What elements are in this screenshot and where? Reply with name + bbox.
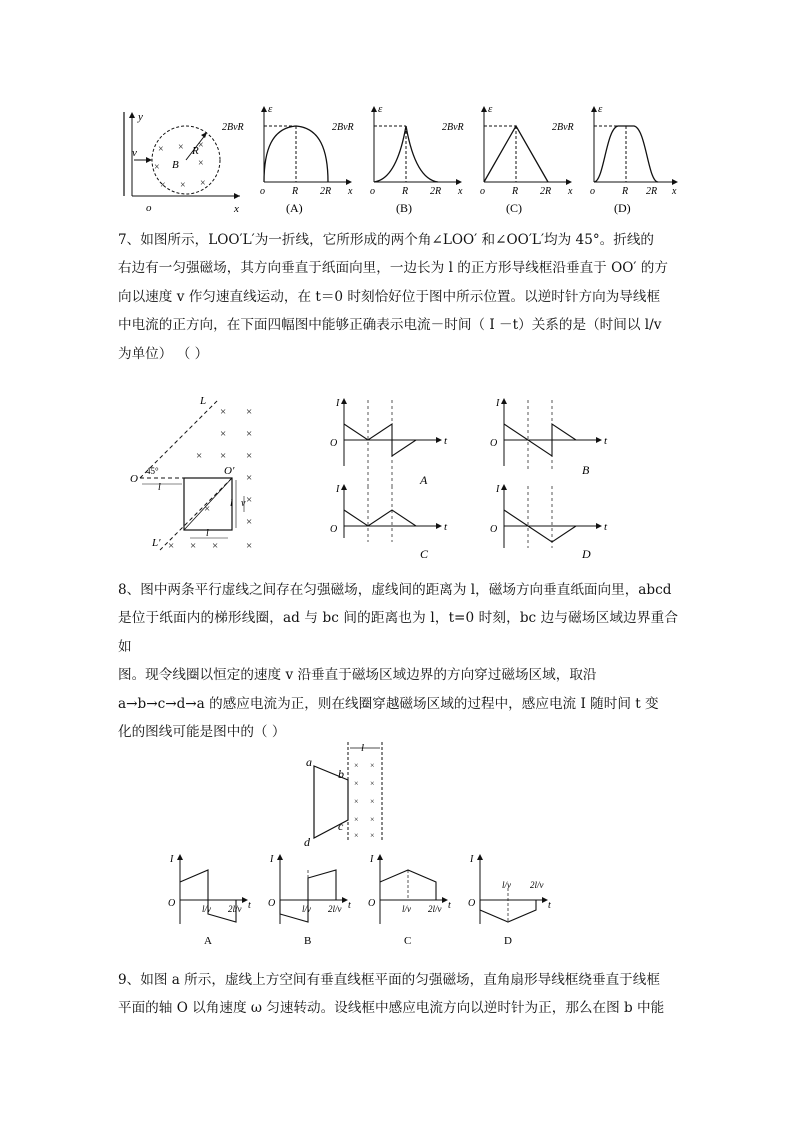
svg-text:t: t [444,435,448,447]
svg-text:45°: 45° [146,466,159,476]
svg-text:2BvR: 2BvR [332,122,354,133]
svg-text:I: I [470,854,474,865]
svg-text:×: × [220,450,227,462]
svg-text:R: R [622,186,629,197]
q7-line-1: 7、如图所示，LOO′L′为一折线，它所形成的两个角∠LOO′ 和∠OO′L′均为 45°。折线的 [118,232,655,248]
svg-text:2R: 2R [540,186,552,197]
svg-text:ε: ε [378,103,383,115]
svg-text:C: C [404,935,412,947]
q7-option-a [330,398,448,487]
svg-text:t: t [348,900,351,911]
q6-option-d-letter: (D) [614,201,631,215]
svg-text:ε: ε [268,103,273,115]
svg-text:2l/v: 2l/v [530,880,544,890]
svg-text:×: × [168,540,175,552]
q7-line-5: 为单位） （ ） [118,345,209,362]
svg-text:l/v: l/v [502,880,511,890]
svg-text:×: × [354,797,359,806]
q9-text [118,966,678,1023]
svg-text:l/v: l/v [402,904,411,914]
svg-text:O′: O′ [224,465,235,477]
q7-line-4: 中电流的正方向，在下面四幅图中能够正确表示电流－时间（ I －t）关系的是（时间以 l/v [118,317,662,334]
svg-text:x: x [568,186,573,197]
svg-text:×: × [246,428,253,440]
svg-text:×: × [370,761,375,770]
svg-text:×: × [204,503,211,515]
svg-text:l/v: l/v [202,904,211,914]
q7-option-c [330,484,448,561]
svg-text:R: R [292,186,299,197]
svg-text:×: × [354,761,359,770]
svg-text:c: c [338,819,344,833]
svg-text:×: × [220,406,227,418]
q6-option-c [442,103,573,215]
q6-option-c-letter: (C) [506,201,522,215]
q6-option-a-letter: (A) [286,201,303,215]
svg-text:×: × [354,779,359,788]
q8-setup-figure [300,738,400,848]
q6-option-b [332,103,463,215]
svg-text:l: l [206,528,209,539]
q8-text [118,576,678,746]
svg-text:I: I [270,854,274,865]
svg-text:×: × [190,540,197,552]
svg-text:R: R [402,186,409,197]
q8-line-3: 图。现令线圈以恒定的速度 v 沿垂直于磁场区域边界的方向穿过磁场区域，取沿 [118,667,597,684]
svg-text:×: × [198,158,204,169]
svg-text:x: x [458,186,463,197]
svg-text:B: B [582,463,590,477]
q7-option-b [490,398,608,477]
svg-text:O: O [268,898,276,909]
svg-text:O: O [330,524,338,535]
svg-text:I: I [370,854,374,865]
q6-figure-row [110,100,690,220]
svg-text:L′: L′ [152,537,161,549]
q6-R-label: R [192,145,199,157]
q8-line-2: 是位于纸面内的梯形线圈，ad 与 bc 间的距离也为 l，t=0 时刻，bc 边与磁场区域边界重合如 [118,610,678,655]
svg-text:t: t [604,435,608,447]
svg-text:×: × [178,142,184,153]
q6-option-b-letter: (B) [396,201,412,215]
svg-text:ε: ε [488,103,493,115]
svg-text:O: O [130,473,138,485]
svg-text:A: A [420,473,428,487]
q7-option-d [490,484,608,561]
svg-text:t: t [448,900,451,911]
q8-line-4: a→b→c→d→a 的感应电流为正，则在线圈穿越磁场区域的过程中，感应电流 I 随时间 t 变 [118,695,659,712]
svg-text:x: x [672,186,677,197]
svg-text:v: v [241,498,246,509]
svg-text:O: O [330,438,338,449]
svg-text:2R: 2R [646,186,658,197]
q8-line-5: 化的图线可能是图中的（ ） [118,724,286,741]
svg-text:O: O [168,898,176,909]
svg-text:×: × [370,831,375,840]
q9-line-2: 平面的轴 O 以角速度 ω 匀速转动。设线框中感应电流方向以逆时针为正，那么在图 b 中能 [118,1000,665,1017]
svg-text:×: × [246,450,253,462]
svg-text:t: t [604,521,608,533]
svg-text:R: R [512,186,519,197]
svg-text:I: I [496,398,500,409]
q7-line-3: 向以速度 v 作匀速直线运动，在 t＝0 时刻恰好位于图中所示位置。以逆时针方向为导线框 [118,288,661,305]
svg-text:2BvR: 2BvR [222,122,244,133]
svg-text:×: × [370,797,375,806]
svg-text:×: × [158,144,164,155]
svg-text:×: × [246,516,253,528]
svg-text:L: L [200,395,207,407]
svg-text:b: b [338,767,344,781]
q8-line-1: 8、图中两条平行虚线之间存在匀强磁场，虚线间的距离为 l，磁场方向垂直纸面向里，abcd [118,582,672,598]
svg-text:2R: 2R [430,186,442,197]
svg-text:×: × [370,779,375,788]
svg-text:I: I [496,484,500,495]
svg-text:×: × [246,540,253,552]
svg-text:O: O [368,898,376,909]
svg-text:×: × [370,815,375,824]
svg-text:O: O [490,438,498,449]
svg-text:I: I [170,854,174,865]
q7-figure-area [120,388,640,568]
svg-text:l: l [361,742,365,754]
svg-text:ε: ε [598,103,603,115]
q7-setup-figure [130,395,252,552]
svg-text:I: I [336,398,340,409]
svg-text:×: × [154,162,160,173]
svg-text:2l/v: 2l/v [428,904,442,914]
svg-text:t: t [548,900,551,911]
svg-text:A: A [204,935,212,947]
svg-text:o: o [480,186,485,197]
q7-text [118,226,678,368]
q6-option-a [222,103,353,215]
svg-text:C: C [420,547,429,561]
svg-text:l: l [158,482,161,493]
svg-text:x: x [348,186,353,197]
q8-option-d [468,854,551,947]
svg-text:×: × [160,180,166,191]
svg-text:2l/v: 2l/v [228,904,242,914]
svg-text:o: o [590,186,595,197]
q9-line-1: 9、如图 a 所示，虚线上方空间有垂直线框平面的匀强磁场，直角扇形导线框绕垂直于线框 [118,972,660,988]
svg-text:×: × [212,540,219,552]
q8-option-c [368,854,451,947]
svg-text:×: × [196,450,203,462]
svg-text:D: D [582,547,591,561]
svg-text:×: × [180,180,186,191]
q6-B-label: B [172,159,179,171]
svg-text:l: l [230,498,233,509]
svg-text:O: O [468,898,476,909]
svg-text:×: × [200,178,206,189]
svg-text:2BvR: 2BvR [442,122,464,133]
svg-text:l/v: l/v [302,904,311,914]
q6-option-d [552,103,678,215]
q6-v-label: v [132,147,137,159]
svg-text:×: × [246,406,253,418]
svg-text:×: × [354,831,359,840]
svg-text:O: O [490,524,498,535]
q8-option-b [268,854,351,947]
svg-text:2l/v: 2l/v [328,904,342,914]
svg-text:×: × [246,472,253,484]
q8-option-a [168,854,251,947]
svg-text:I: I [336,484,340,495]
svg-text:a: a [306,755,312,769]
svg-text:2R: 2R [320,186,332,197]
svg-text:d: d [304,835,310,848]
svg-text:t: t [444,521,448,533]
svg-text:D: D [504,935,512,947]
svg-text:B: B [304,935,312,947]
svg-text:t: t [248,900,251,911]
svg-text:×: × [220,428,227,440]
q7-line-2: 右边有一匀强磁场，其方向垂直于纸面向里，一边长为 l 的正方形导线框沿垂直于 OO′ 的方 [118,260,668,277]
svg-text:o: o [260,186,265,197]
svg-text:×: × [354,815,359,824]
q8-options-row [160,848,560,948]
svg-text:×: × [246,494,253,506]
q6-axis-y: y [138,111,143,123]
q6-origin: o [146,202,152,214]
svg-text:2BvR: 2BvR [552,122,574,133]
svg-text:o: o [370,186,375,197]
q6-axis-x: x [234,203,239,215]
svg-text:×: × [198,140,204,151]
